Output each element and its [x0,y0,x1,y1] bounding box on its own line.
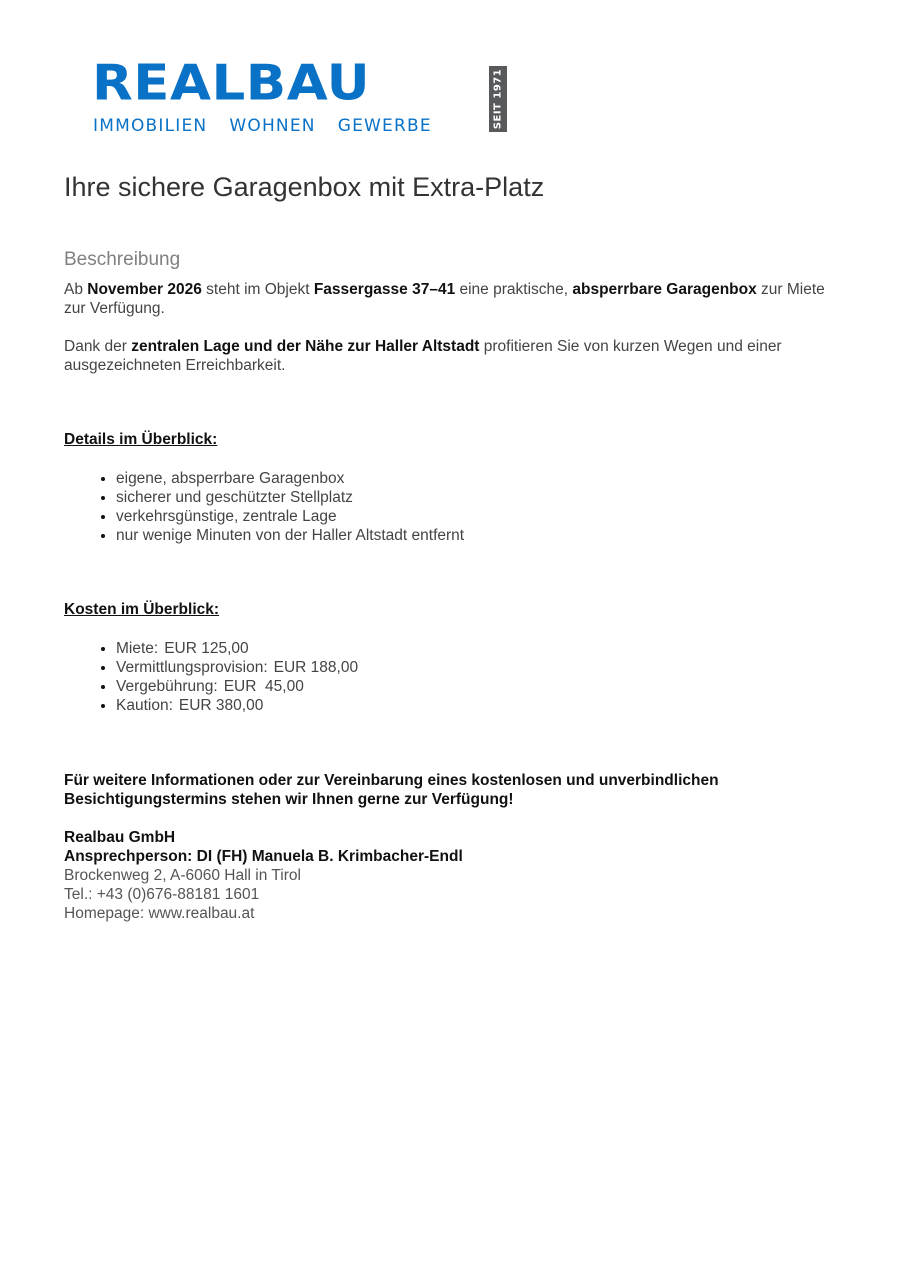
description-paragraph-1 [64,280,834,318]
list-item [116,658,358,677]
contact-homepage: Homepage: www.realbau.at [64,905,255,922]
text-fragment: eine praktische, [455,281,573,298]
listing-title: Ihre sichere Garagenbox mit Extra-Platz [64,172,545,202]
list-item: • verkehrsgünstige, zentrale Lage [116,507,464,526]
list-item [116,696,358,715]
logo-tagline-wohnen: WOHNEN [229,116,316,136]
description-paragraph-2 [64,337,834,375]
available-date: November 2026 [87,281,202,298]
list-item: • sicherer und geschützter Stellplatz [116,488,464,507]
list-item [116,639,358,658]
logo-tagline [93,116,454,136]
logo-tagline-immobilien: IMMOBILIEN [93,116,208,136]
list-item: • nur wenige Minuten von der Haller Altstadt entfernt [116,526,464,545]
contact-phone: Tel.: +43 (0)676-88181 1601 [64,886,260,903]
contact-person: Ansprechperson: DI (FH) Manuela B. Krimbacher-Endl [64,848,463,865]
list-item: • eigene, absperrbare Garagenbox [116,469,464,488]
contact-company: Realbau GmbH [64,829,176,846]
costs-heading: Kosten im Überblick: [64,601,220,618]
costs-list [98,639,358,715]
logo-since-badge [489,66,507,132]
property-type: absperrbare Garagenbox [572,281,757,298]
cost-label: Vermittlungsprovision: [116,659,268,676]
cost-label: Kaution: [116,697,173,714]
section-label-description: Beschreibung [64,249,181,270]
contact-address: Brockenweg 2, A-6060 Hall in Tirol [64,867,301,884]
cost-value: EUR 188,00 [273,659,359,676]
contact-block [64,828,463,923]
logo-since-text: SEIT 1971 [492,68,504,130]
text-fragment: Ab [64,281,88,298]
logo-wordmark: REALBAU [92,55,371,112]
text-fragment: steht im Objekt [201,281,314,298]
list-item [116,677,358,696]
location-highlight: zentralen Lage und der Nähe zur Haller Altstadt [131,338,480,355]
cost-value: EUR 380,00 [178,697,264,714]
text-fragment: zur Miete zur Verfügung. [64,281,825,317]
text-fragment: Dank der [64,338,132,355]
cost-label: Miete: [116,640,159,657]
company-logo [92,55,512,138]
cost-value: EUR 125,00 [164,640,249,657]
logo-tagline-gewerbe: GEWERBE [337,116,432,136]
details-list [98,469,464,545]
details-heading: Details im Überblick: [64,431,218,448]
property-address: Fassergasse 37–41 [313,281,456,298]
cost-value: EUR 45,00 [223,678,304,695]
call-to-action: Für weitere Informationen oder zur Vereinbarung eines kostenlosen und unverbindlichen Besichtigungstermins stehen wir Ihnen gerne zur Verfügung! [64,772,719,808]
text-fragment: profitieren Sie von kurzen Wegen und einer ausgezeichneten Erreichbarkeit. [64,338,782,374]
cost-label: Vergebührung: [116,678,218,695]
